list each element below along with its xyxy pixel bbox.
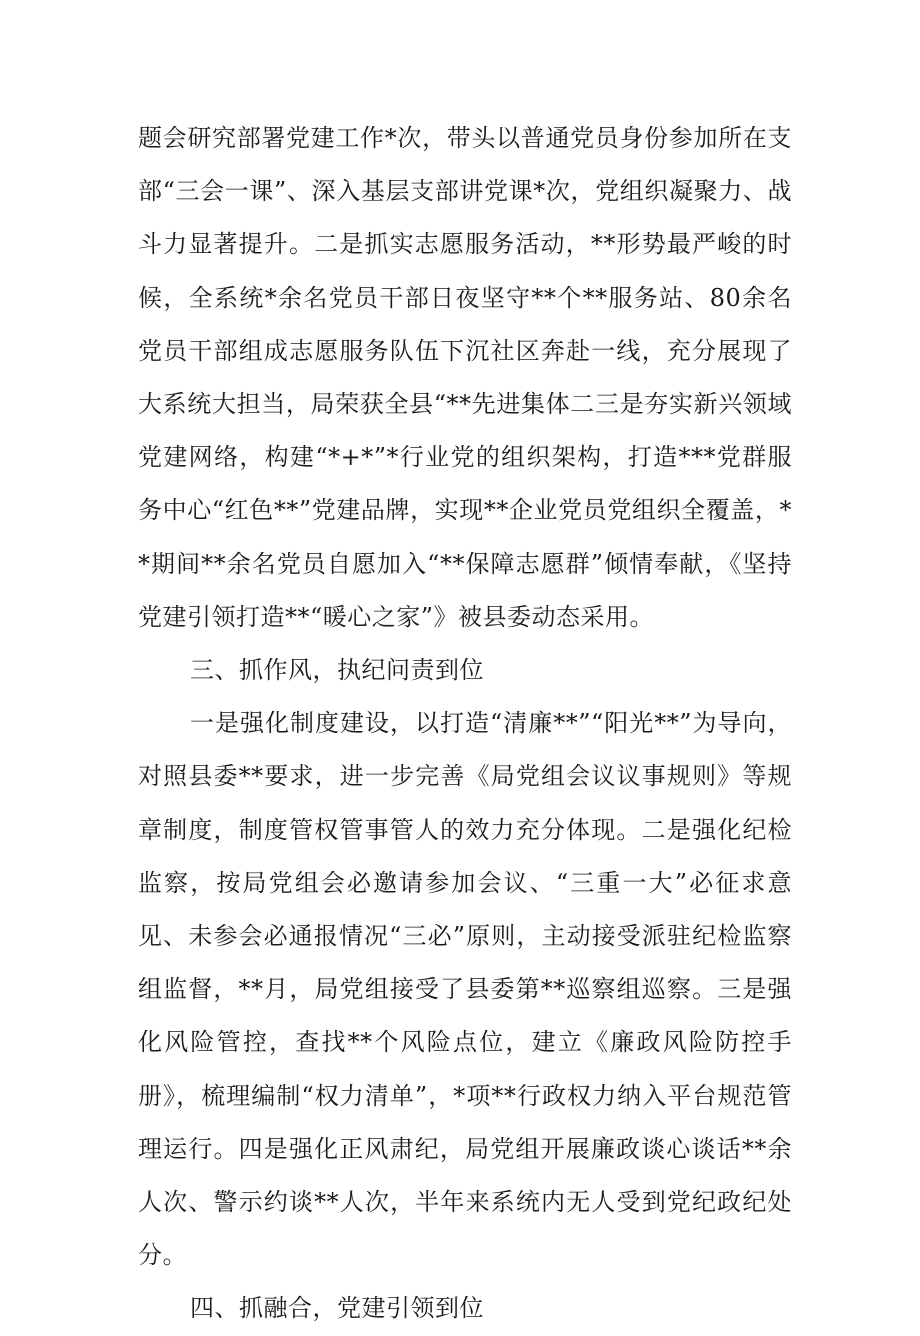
- section-heading-3: 三、抓作风，执纪问责到位: [190, 656, 484, 685]
- paragraph-section-3: 一是强化制度建设，以打造“清廉**”“阳光**”为导向，对照县委**要求，进一步完善《局党组会议议事规则》等规章制度，制度管权管事管人的效力充分体现。二是强化纪检监察，按局党组会必邀请参加会议、“三重一大”必征求意见、未参会必通报情况“三必”原则，主动接受派驻纪检监察组监督，**月，局党组接受了县委第**巡察组巡察。三是强化风险管控，查找**个风险点位，建立《廉政风险防控手册》，梳理编制“权力清单”，*项**行政权力纳入平台规范管理运行。四是强化正风肃纪，局党组开展廉政谈心谈话**余人次、警示约谈**人次，半年来系统内无人受到党纪政纪处分。: [138, 709, 792, 1270]
- document-body: [138, 112, 792, 1336]
- paragraph-continued: 题会研究部署党建工作*次，带头以普通党员身份参加所在支部“三会一课”、深入基层支部讲党课*次，党组织凝聚力、战斗力显著提升。二是抓实志愿服务活动，**形势最严峻的时候，全系统*余名党员干部日夜坚守**个**服务站、80余名党员干部组成志愿服务队伍下沉社区奔赴一线，充分展现了大系统大担当，局荣获全县“**先进集体二三是夯实新兴领域党建网络，构建“*+*”*行业党的组织架构，打造***党群服务中心“红色**”党建品牌，实现**企业党员党组织全覆盖，**期间**余名党员自愿加入“**保障志愿群”倾情奉献，《坚持党建引领打造**“暖心之家”》被县委动态采用。: [138, 124, 792, 631]
- section-heading-4: 四、抓融合，党建引领到位: [190, 1294, 484, 1323]
